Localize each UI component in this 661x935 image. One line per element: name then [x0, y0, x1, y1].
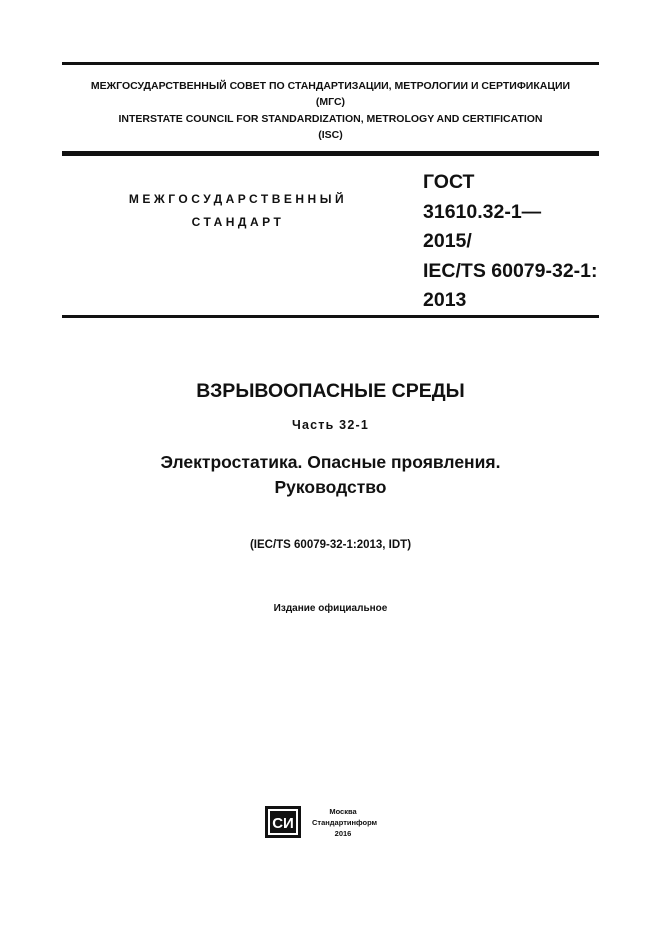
imprint-publisher: Стандартинформ — [312, 818, 378, 827]
imprint-year: 2016 — [334, 829, 352, 838]
top-rule — [62, 62, 599, 65]
header-rule — [62, 151, 599, 156]
standard-type-line1: МЕЖГОСУДАРСТВЕННЫЙ — [128, 192, 348, 206]
council-ru-line2: (МГС) — [315, 96, 346, 108]
designation-rule — [62, 315, 599, 318]
designation-line2: 31610.32-1— — [423, 200, 542, 223]
document-title: ВЗРЫВООПАСНЫЕ СРЕДЫ — [196, 380, 465, 402]
part-number: Часть 32-1 — [292, 418, 369, 432]
designation-line3: 2015/ — [423, 230, 472, 252]
international-reference: (IEC/TS 60079-32-1:2013, IDT) — [249, 539, 412, 551]
council-en-line2: (ISC) — [318, 129, 343, 141]
imprint — [312, 806, 378, 839]
council-header — [62, 78, 599, 143]
subtitle-line1: Электростатика. Опасные проявления. — [160, 452, 501, 472]
edition-note: Издание официальное — [273, 603, 388, 614]
standard-designation — [423, 168, 623, 316]
designation-line1: ГОСТ — [423, 171, 475, 193]
imprint-city: Москва — [329, 807, 357, 816]
designation-line5: 2013 — [423, 289, 467, 311]
logo-text: СИ — [272, 815, 294, 832]
standartinform-logo-icon — [265, 806, 301, 838]
document-subtitle — [62, 450, 599, 500]
council-ru-line1: МЕЖГОСУДАРСТВЕННЫЙ СОВЕТ ПО СТАНДАРТИЗАЦИИ, МЕТРОЛОГИИ И СЕРТИФИКАЦИИ — [90, 80, 571, 92]
subtitle-line2: Руководство — [274, 477, 387, 497]
council-en-line1: INTERSTATE COUNCIL FOR STANDARDIZATION, METROLOGY AND CERTIFICATION — [118, 113, 543, 125]
designation-line4: IEC/TS 60079-32-1: — [423, 259, 598, 282]
standard-type — [108, 188, 368, 234]
standard-type-line2: СТАНДАРТ — [191, 215, 285, 229]
